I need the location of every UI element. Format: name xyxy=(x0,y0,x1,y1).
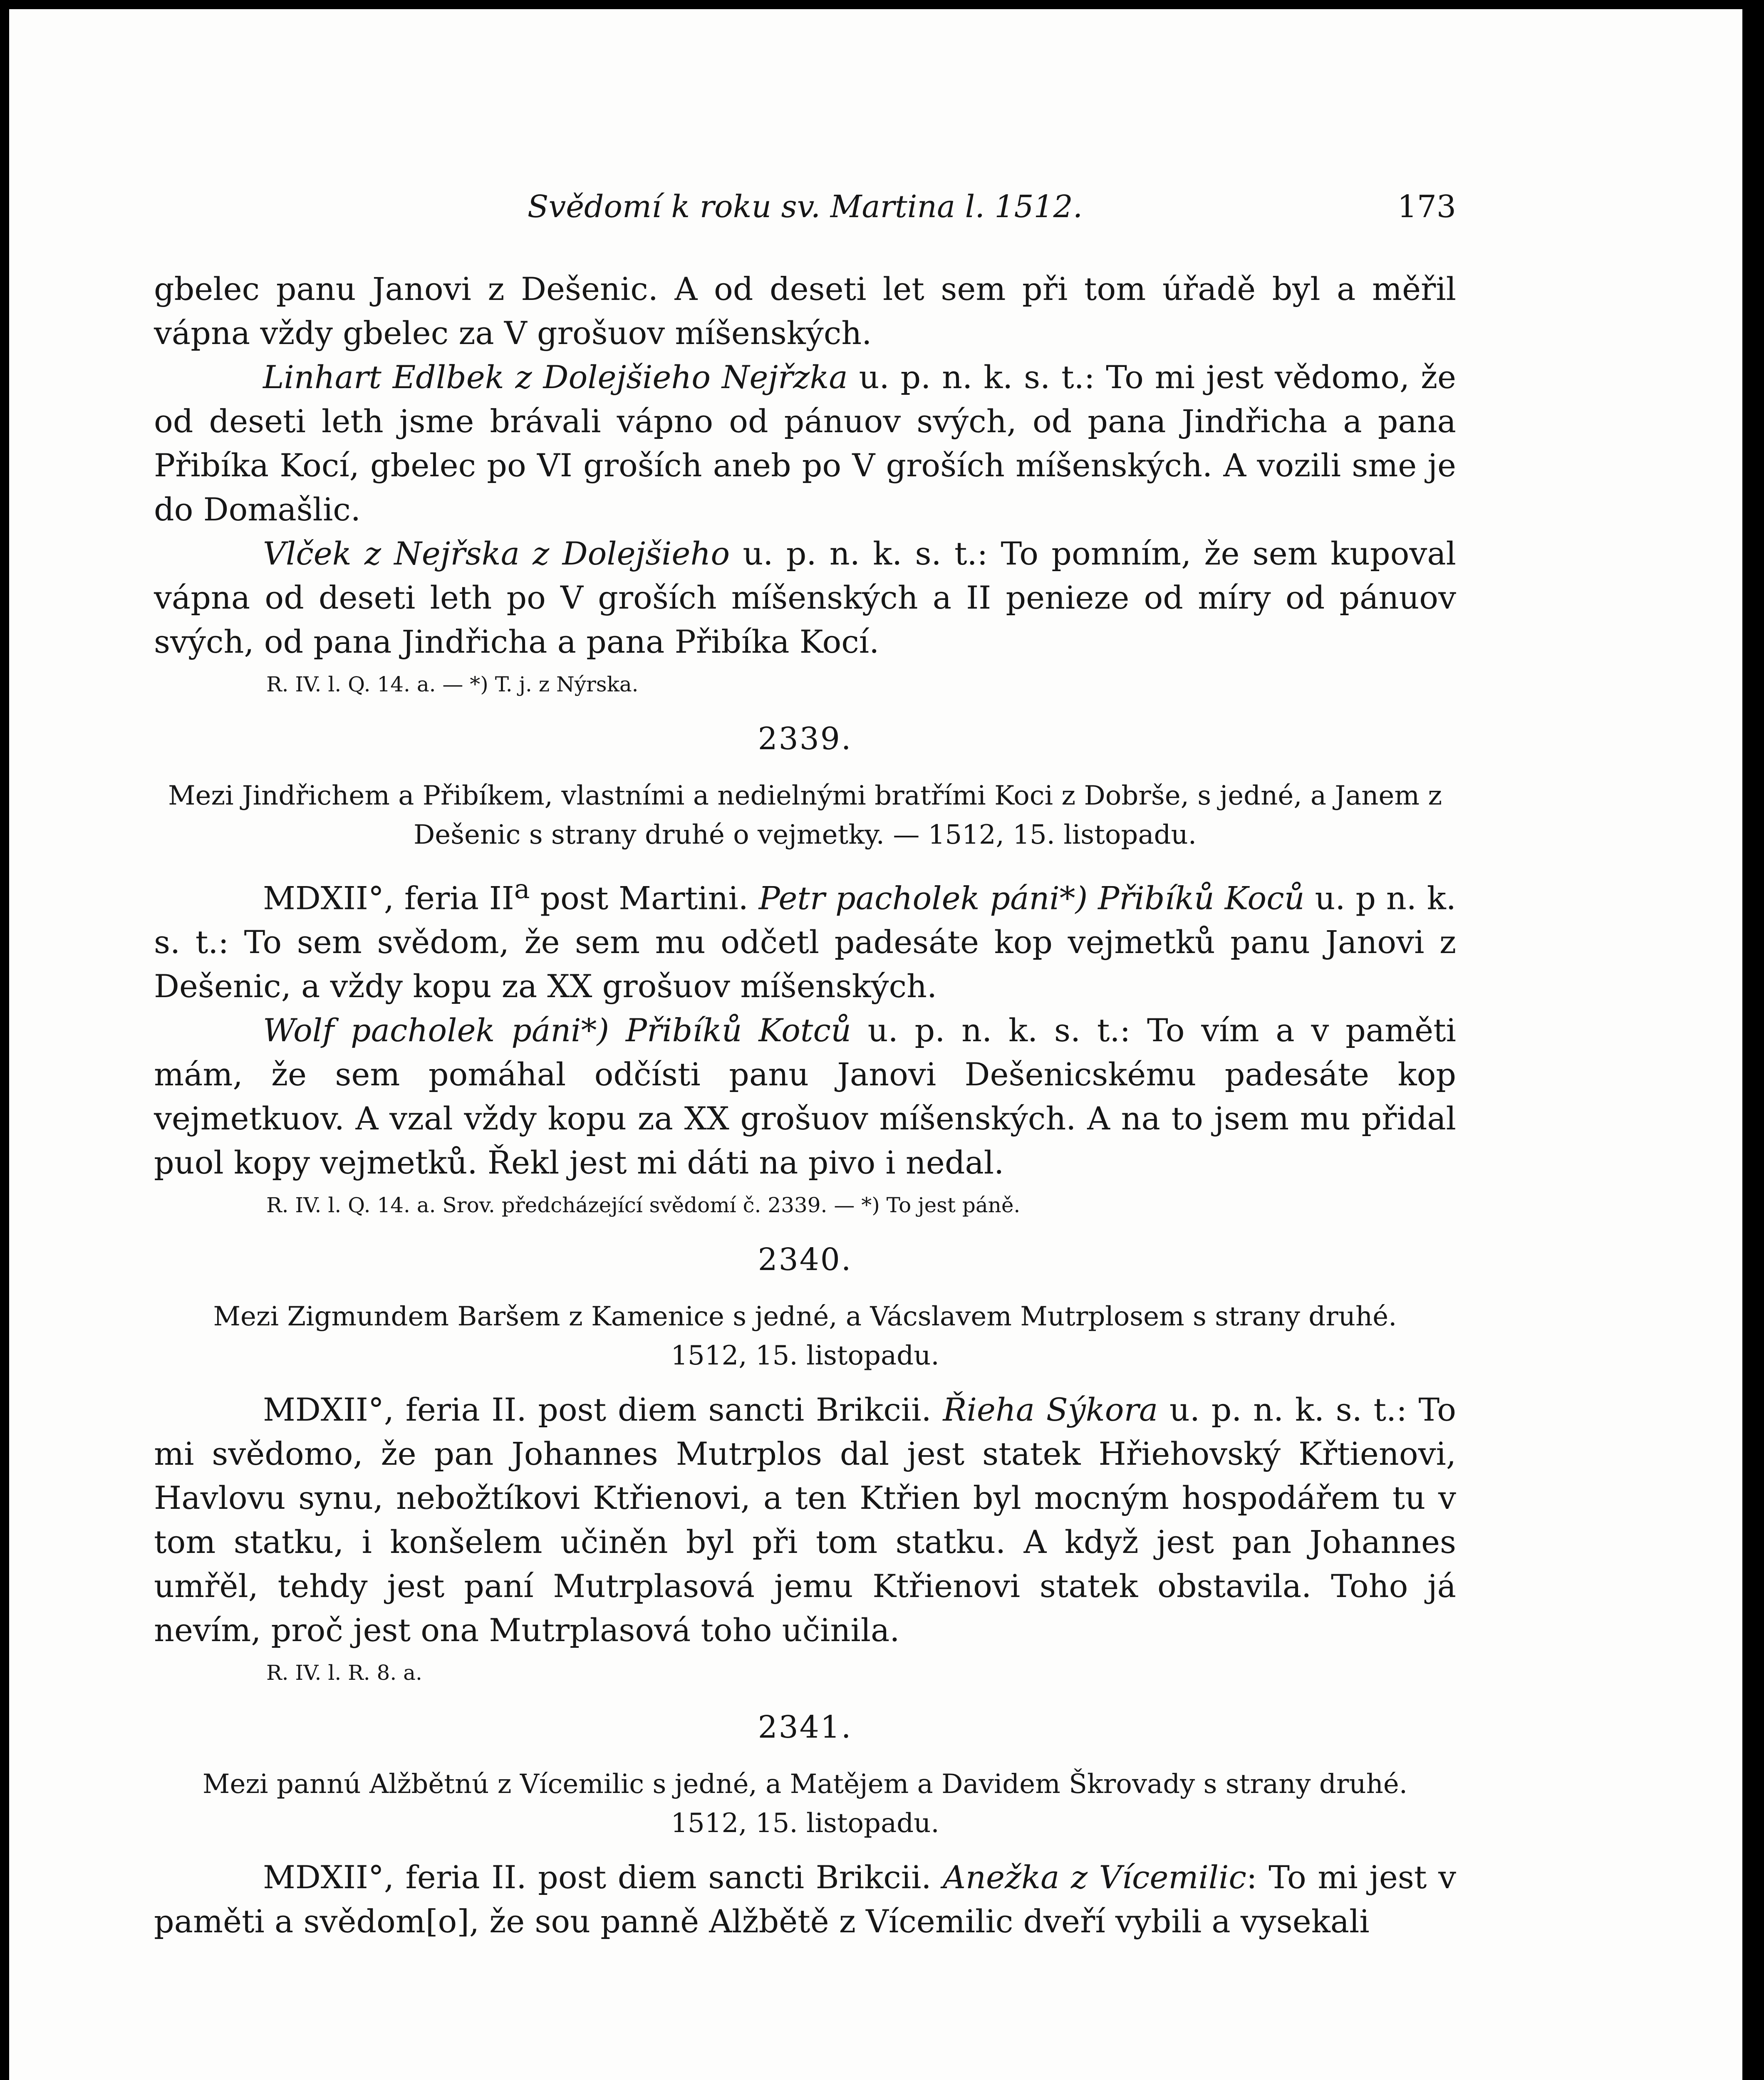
document-number: 2339. xyxy=(758,721,852,757)
witness-name: Linhart Edlbek z Dolejšieho Nejřzka xyxy=(263,359,848,396)
page-header xyxy=(154,184,1456,230)
source-note: R. IV. l. Q. 14. a. — *) T. j. z Nýrska. xyxy=(266,672,639,696)
testimony-paragraph xyxy=(154,532,1456,664)
date-line: MDXII°, feria II. post diem sancti Brikcii. xyxy=(263,1391,943,1429)
testimony-text: u. p. n. k. s. t.: To mi jest vědomo, že od deseti leth jsme brávali vápno od pánuov svých, od pana Jindřicha a pana Přibíka Kocí, gbelec po VI groších aneb po V groších míšenských. A vozili sme je do Domašlic. xyxy=(154,359,1456,528)
regest-date: 1512, 15. listopadu. xyxy=(671,1808,939,1839)
regest xyxy=(154,776,1456,854)
source-note: R. IV. l. R. 8. a. xyxy=(266,1661,422,1685)
witness-name: Petr pacholek páni*) Přibíků Koců xyxy=(758,879,1305,917)
date-line: MDXII°, feria II xyxy=(263,879,514,917)
testimony-paragraph xyxy=(154,1388,1456,1652)
source-note: R. IV. l. Q. 14. a. Srov. předcházející svědomí č. 2339. — *) To jest páně. xyxy=(266,1193,1021,1218)
testimony-text: : To mi jest v paměti a svědom[o], že sou panně Alžbětě z Vícemilic dveří vybili a vysekali xyxy=(154,1859,1457,1940)
regest-date: 1512, 15. listopadu. xyxy=(671,1340,939,1372)
document-number: 2340. xyxy=(758,1242,852,1278)
witness-name: Řieha Sýkora xyxy=(943,1391,1158,1429)
regest-text: Mezi pannú Alžbětnú z Vícemilic s jedné, a Matějem a Davidem Škrovady s strany druhé. xyxy=(202,1769,1408,1800)
witness-name: Vlček z Nejřska z Dolejšieho xyxy=(263,535,730,572)
testimony-paragraph xyxy=(154,1008,1456,1185)
superscript: a xyxy=(514,874,530,904)
witness-name: Anežka z Vícemilic xyxy=(943,1859,1246,1896)
date-line: MDXII°, feria II. post diem sancti Brikcii. xyxy=(263,1859,943,1896)
date-line-cont: post Martini. xyxy=(530,879,759,917)
testimony-text: u. p. n. k. s. t.: To vím a v paměti mám, že sem pomáhal odčísti panu Janovi Dešenicskému padesáte kop vejmetkuov. A vzal vždy kopu za XX grošuov míšenských. A na to jsem mu přidal puol kopy vejmetků. Řekl jest mi dáti na pivo i nedal. xyxy=(154,1012,1456,1181)
testimony-text: u. p n. k. s. t.: To sem svědom, že sem mu odčetl padesáte kop vejmetků panu Janovi z Dešenic, a vždy kopu za XX grošuov míšenských. xyxy=(154,879,1456,1005)
page-body xyxy=(154,267,1456,1944)
regest xyxy=(154,1765,1456,1843)
book-page xyxy=(9,9,1742,2080)
running-title: Svědomí k roku sv. Martina l. 1512. xyxy=(527,189,1083,225)
regest-text: Mezi Zigmundem Baršem z Kamenice s jedné, a Vácslavem Mutrplosem s strany druhé. xyxy=(213,1301,1397,1332)
continued-paragraph: gbelec panu Janovi z Dešenic. A od deseti let sem při tom úřadě byl a měřil vápna vždy gbelec za V grošuov míšenských. xyxy=(154,270,1456,352)
testimony-paragraph xyxy=(154,355,1456,532)
testimony-paragraph xyxy=(154,1855,1456,1944)
testimony-text: u. p. n. k. s. t.: To pomním, že sem kupoval vápna od deseti leth po V groších míšenských a II penieze od míry od pánuov svých, od pana Jindřicha a pana Přibíka Kocí. xyxy=(154,535,1456,660)
document-number: 2341. xyxy=(758,1709,852,1746)
regest-text: Mezi Jindřichem a Přibíkem, vlastními a nedielnými bratřími Koci z Dobrše, s jedné, a Janem z Dešenic s strany druhé o vejmetky. xyxy=(168,780,1442,850)
regest xyxy=(154,1297,1456,1375)
page-number: 173 xyxy=(1397,189,1456,225)
testimony-paragraph xyxy=(154,867,1456,1008)
witness-name: Wolf pacholek páni*) Přibíků Kotců xyxy=(263,1012,851,1049)
testimony-text: u. p. n. k. s. t.: To mi svědomo, že pan Johannes Mutrplos dal jest statek Hřiehovský Křtienovi, Havlovu synu, nebožtíkovi Ktřienovi, a ten Ktřien byl mocným hospodářem tu v tom statku, i konšelem učiněn byl při tom statku. A když jest pan Johannes umřěl, tehdy jest paní Mutrplasová jemu Ktřienovi statek obstavila. Toho já nevím, proč jest ona Mutrplasová toho učinila. xyxy=(154,1391,1456,1649)
regest-date: — 1512, 15. listopadu. xyxy=(893,820,1197,850)
